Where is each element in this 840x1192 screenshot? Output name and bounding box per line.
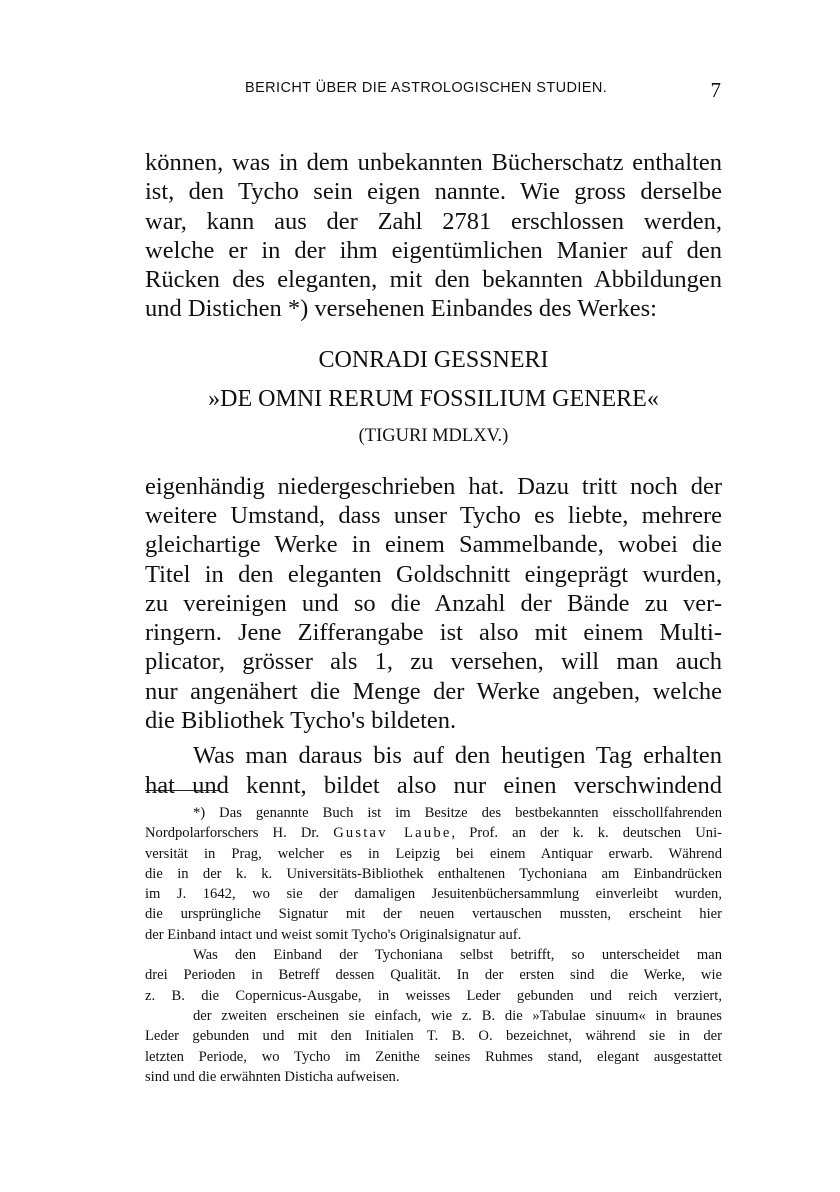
book-title-block: [145, 346, 722, 452]
footnote-text: , Prof. an der k. k. deutschen Uni-: [451, 825, 723, 842]
footnote-line: [145, 823, 722, 843]
footnote-line: Leder gebunden und mit den Initialen T. B. O. bezeichnet, während sie in der: [145, 1028, 722, 1045]
footnote-line: *) Das genannte Buch ist im Besitze des bestbekannten eisschollfahrenden: [193, 805, 722, 821]
footnotes: [145, 803, 722, 1087]
text-line: und Distichen *) versehenen Einbandes des Werkes:: [145, 295, 657, 323]
text-line: war, kann aus der Zahl 2781 erschlossen werden,: [145, 207, 722, 235]
main-text: [145, 148, 722, 800]
text-line: Rücken des eleganten, mit den bekannten Abbildungen: [145, 266, 722, 294]
text-line: welche er in der ihm eigentümlichen Manier auf den: [145, 236, 722, 264]
footnote-2: [145, 945, 722, 1087]
footnote-line: im J. 1642, wo sie der damaligen Jesuitenbüchersammlung einverleibt wurden,: [145, 886, 722, 903]
footnote-line: z. B. die Copernicus-Ausgabe, in weisses Leder gebunden und reich verziert,: [145, 987, 722, 1004]
book-title: »DE OMNI RERUM FOSSILIUM GENERE«: [208, 386, 659, 413]
running-header: [145, 80, 725, 104]
footnote-line: die in der k. k. Universitäts-Bibliothek enthaltenen Tychoniana am Einbandrücken: [145, 865, 722, 882]
text-line: weitere Umstand, dass unser Tycho es liebte, mehrere: [145, 501, 722, 529]
footnote-line: der Einband intact und weist somit Tycho's Originalsignatur auf.: [145, 926, 522, 943]
text-line: eigenhändig niedergeschrieben hat. Dazu tritt noch der: [145, 472, 722, 500]
paragraph-3: [145, 741, 722, 800]
text-line: ist, den Tycho sein eigen nannte. Wie gross derselbe: [145, 178, 722, 206]
text-line: Titel in den eleganten Goldschnitt eingeprägt wurden,: [145, 560, 722, 588]
footnote-line: drei Perioden in Betreff dessen Qualität. In der ersten sind die Werke, wie: [145, 967, 722, 984]
footnote-line: der zweiten erscheinen sie einfach, wie z. B. die »Tabulae sinuum« in braunes: [193, 1007, 722, 1024]
text-line: die Bibliothek Tycho's bildeten.: [145, 707, 457, 735]
paragraph-1: [145, 148, 722, 324]
footnote-line: die ursprüngliche Signatur mit der neuen vertauschen mussten, erscheint hier: [145, 906, 722, 923]
footnote-line: Was den Einband der Tychoniana selbst betrifft, so unterscheidet man: [193, 947, 722, 964]
text-line: können, was in dem unbekannten Bücherschatz enthalten: [145, 149, 722, 176]
text-line: hat und kennt, bildet also nur einen verschwindend: [145, 771, 722, 799]
person-name: Gustav Laube: [333, 825, 452, 842]
book-imprint: (TIGURI MDLXV.): [358, 426, 509, 447]
text-line: nur angenähert die Menge der Werke angeben, welche: [145, 677, 722, 705]
running-title: BERICHT ÜBER DIE ASTROLOGISCHEN STUDIEN.: [245, 80, 608, 96]
footnote-line: sind und die erwähnten Disticha aufweisen.: [145, 1068, 400, 1085]
book-author: CONRADI GESSNERI: [318, 346, 549, 373]
footnote-line: letzten Periode, wo Tycho im Zenithe seines Ruhmes stand, elegant ausgestattet: [145, 1048, 722, 1065]
text-line: gleichartige Werke in einem Sammelbande, wobei die: [145, 531, 722, 559]
text-line: zu vereinigen und so die Anzahl der Bände zu ver-: [145, 589, 722, 617]
paragraph-2: [145, 472, 722, 736]
page-number: 7: [710, 78, 721, 102]
text-line: plicator, grösser als 1, zu versehen, will man auch: [145, 648, 722, 676]
footnote-line: versität in Prag, welcher es in Leipzig bei einem Antiquar erwarb. Während: [145, 845, 722, 862]
text-line: ringern. Jene Zifferangabe ist also mit einem Multi-: [145, 619, 722, 647]
footnote-divider: [145, 790, 220, 791]
text-line: Was man daraus bis auf den heutigen Tag erhalten: [193, 742, 722, 770]
footnote-text: Nordpolarforschers H. Dr.: [145, 825, 334, 842]
footnote-1: [145, 803, 722, 945]
